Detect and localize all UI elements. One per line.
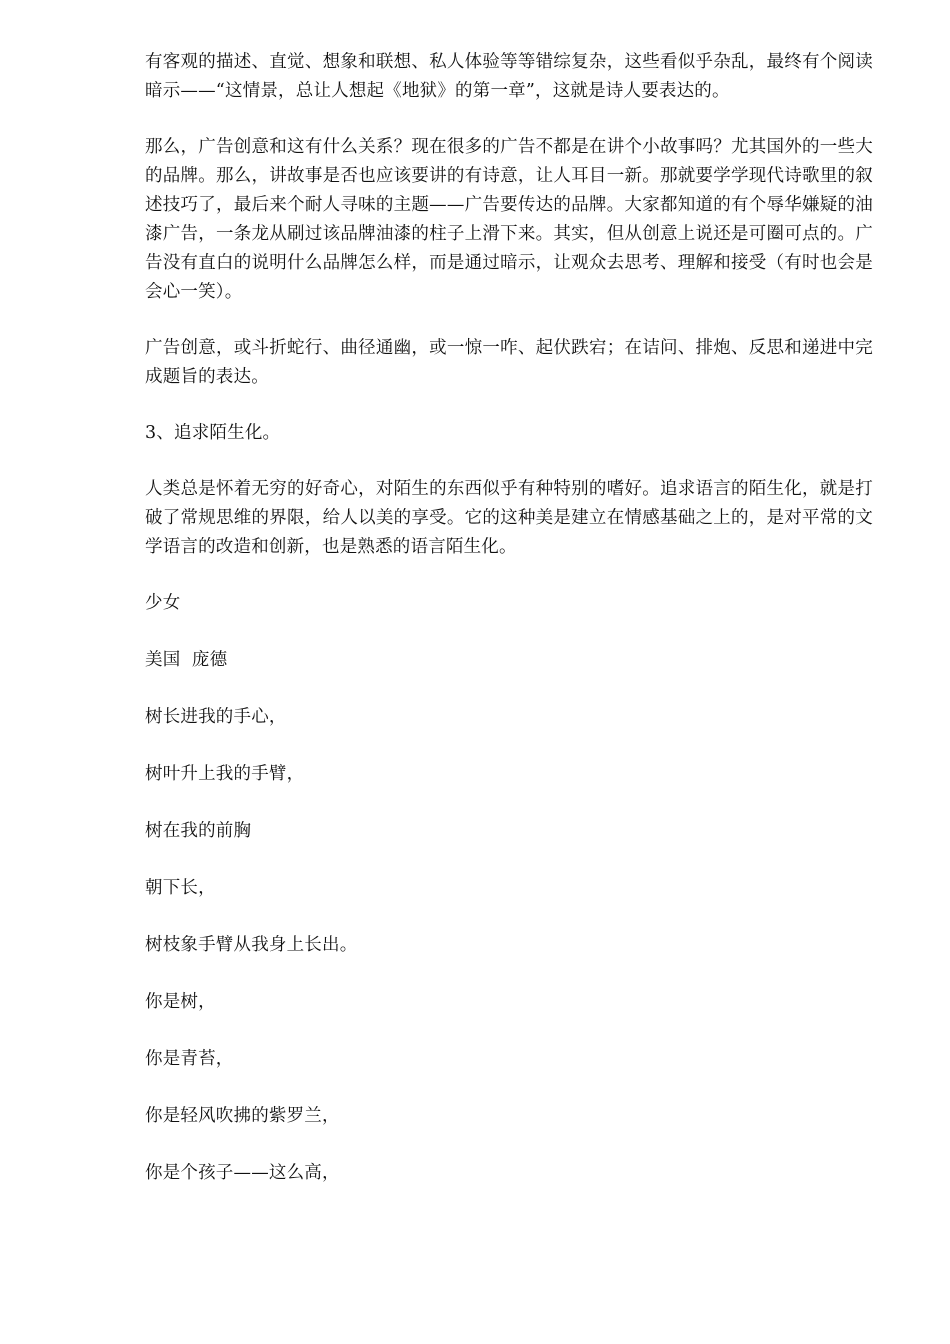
section-heading-defamiliarization: 3、追求陌生化。 [145,423,281,443]
poem-line: 朝下长， [145,878,216,898]
poem-line: 你是个孩子——这么高， [145,1163,340,1183]
paragraph-poetic-hint: 有客观的描述、直觉、想象和联想、私人体验等等错综复杂，这些看似乎杂乱，最终有个阅读暗示——“这情景，总让人想起《地狱》的第一章”，这就是诗人要表达的。 [145,52,873,101]
document-page [145,48,873,1188]
poem-author: 美国 庞德 [145,650,228,670]
poem-line: 你是青苔， [145,1049,234,1069]
poem-title: 少女 [145,593,181,613]
paragraph-ad-creativity: 广告创意，或斗折蛇行、曲径通幽，或一惊一咋、起伏跌宕；在诘问、排炮、反思和递进中完成题旨的表达。 [145,338,873,387]
poem-line: 树在我的前胸 [145,821,252,841]
paragraph-defamiliarization: 人类总是怀着无穷的好奇心，对陌生的东西似乎有种特别的嗜好。追求语言的陌生化，就是打破了常规思维的界限，给人以美的享受。它的这种美是建立在情感基础之上的，是对平常的文学语言的改造和创新，也是熟悉的语言陌生化。 [145,479,873,557]
poem-line: 你是树， [145,992,216,1012]
poem-line: 你是轻风吹拂的紫罗兰， [145,1106,340,1126]
paragraph-ad-storytelling: 那么，广告创意和这有什么关系？现在很多的广告不都是在讲个小故事吗？尤其国外的一些大的品牌。那么，讲故事是否也应该要讲的有诗意，让人耳目一新。那就要学学现代诗歌里的叙述技巧了，最后来个耐人寻味的主题——广告要传达的品牌。大家都知道的有个辱华嫌疑的油漆广告，一条龙从刷过该品牌油漆的柱子上滑下来。其实，但从创意上说还是可圈可点的。广告没有直白的说明什么品牌怎么样，而是通过暗示，让观众去思考、理解和接受（有时也会是会心一笑）。 [145,137,873,302]
poem-line: 树长进我的手心， [145,707,287,727]
poem-line: 树叶升上我的手臂， [145,764,305,784]
poem-line: 树枝象手臂从我身上长出。 [145,935,358,955]
